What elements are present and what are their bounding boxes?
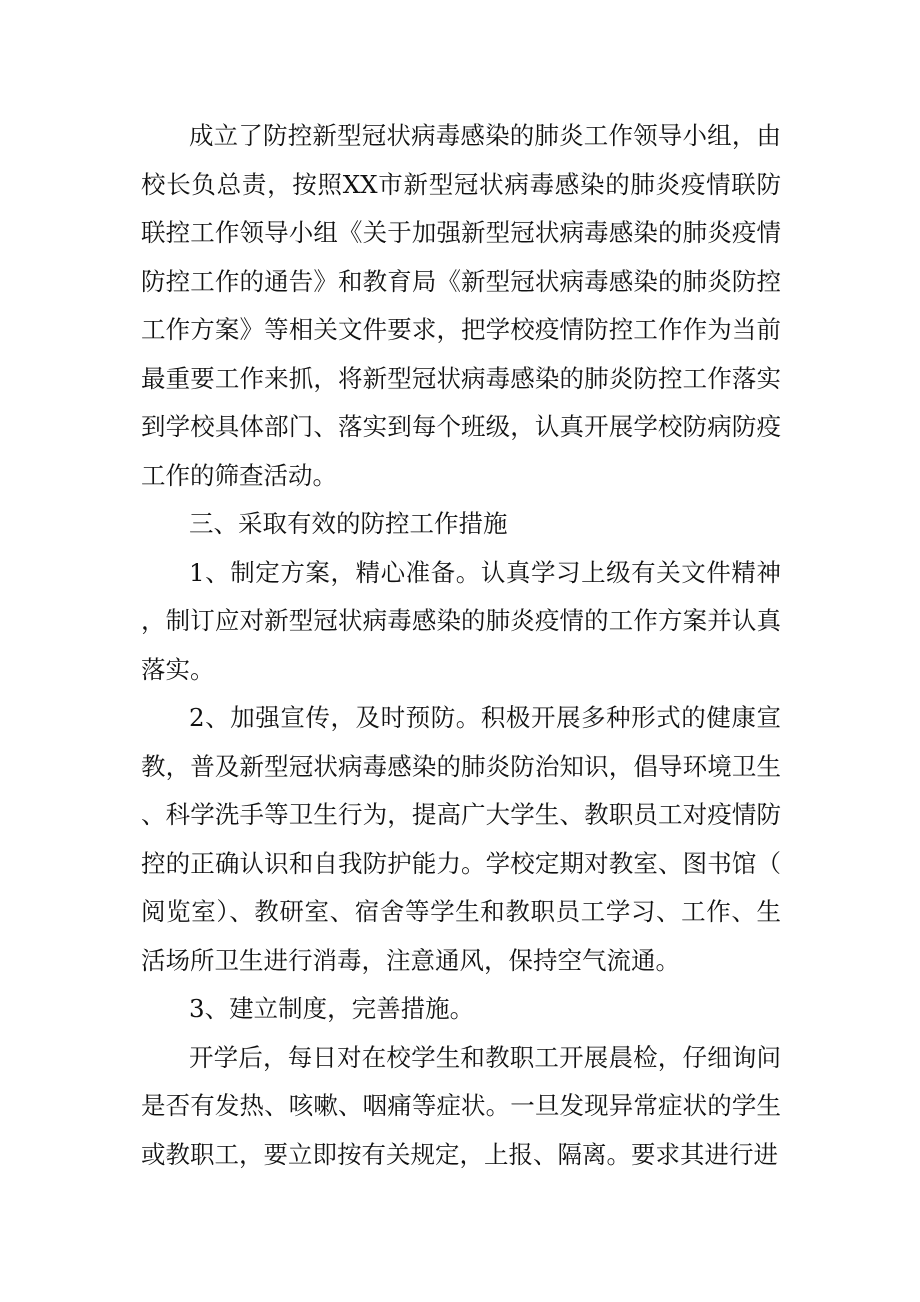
paragraph-leadership-group: 成立了防控新型冠状病毒感染的肺炎工作领导小组，由校长负总责，按照XX市新型冠状病毒感染的肺炎疫情联防联控工作领导小组《关于加强新型冠状病毒感染的肺炎疫情防控工作的通告》和教育局《新型冠状病毒感染的肺炎防控工作方案》等相关文件要求，把学校疫情防控工作作为当前最重要工作来抓，将新型冠状病毒感染的肺炎防控工作落实到学校具体部门、落实到每个班级，认真开展学校防病防疫工作的筛查活动。	[141, 121, 781, 490]
document-body	[141, 112, 781, 1179]
paragraph-morning-check: 开学后，每日对在校学生和教职工开展晨检，仔细询问是否有发热、咳嗽、咽痛等症状。一旦发现异常症状的学生或教职工，要立即按有关规定，上报、隔离。要求其进行进	[141, 1042, 781, 1169]
paragraph-publicity-prevention: 2、加强宣传，及时预防。积极开展多种形式的健康宣教，普及新型冠状病毒感染的肺炎防治知识，倡导环境卫生、科学洗手等卫生行为，提高广大学生、教职员工对疫情防控的正确认识和自我防护能力。学校定期对教室、图书馆（阅览室）、教研室、宿舍等学生和教职员工学习、工作、生活场所卫生进行消毒，注意通风，保持空气流通。	[141, 703, 781, 975]
paragraph-system-measures: 3、建立制度，完善措施。	[189, 994, 475, 1023]
section-heading-measures: 三、采取有效的防控工作措施	[189, 509, 508, 538]
paragraph-plan-preparation: 1、制定方案，精心准备。认真学习上级有关文件精神，制订应对新型冠状病毒感染的肺炎疫情的工作方案并认真落实。	[141, 557, 781, 684]
